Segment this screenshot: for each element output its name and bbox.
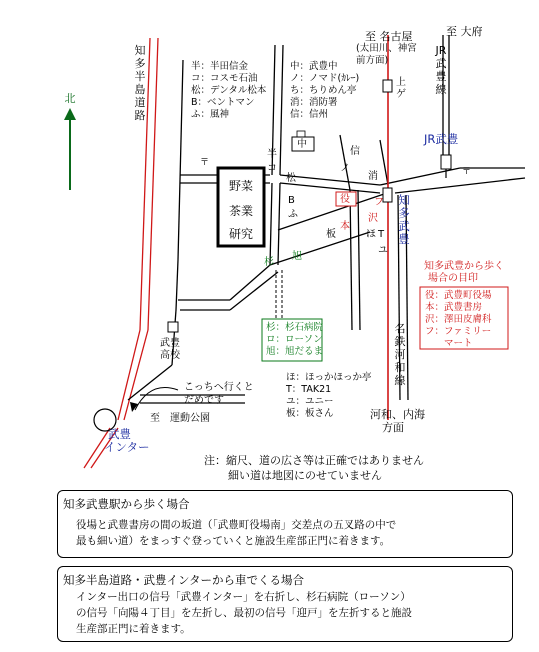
mark-sho: 消 — [368, 171, 378, 182]
facility-line2: 茶業 — [229, 204, 254, 218]
mark-naka: 中 — [297, 139, 307, 150]
mark-ita: 板 — [326, 229, 336, 240]
walk-landmarks-list — [425, 290, 492, 350]
walk-line: 役場と武豊書房の間の坂道（「武豊町役場南」交差点の五叉路の中で — [76, 519, 397, 531]
legend-left — [191, 61, 266, 121]
walk-landmark-item: マート — [425, 338, 473, 349]
legend-mid — [290, 61, 359, 121]
meitetsu-line-label: 名鉄河和線 — [394, 322, 406, 387]
mark-asahi: 旭 — [292, 251, 302, 262]
legend-bottom-item: ユ：ユニー — [286, 396, 334, 407]
mark-sugi: 杉 — [264, 257, 274, 268]
legend-left-item: 半：半田信金 — [191, 61, 249, 72]
car-heading: 知多半島道路・武豊インターから車でくる場合 — [63, 573, 305, 587]
jr-line-label: JR武豊線 — [435, 44, 447, 96]
car-body — [76, 589, 504, 637]
footpath — [276, 270, 282, 318]
legend-green-item: 旭：旭だるま — [266, 346, 324, 357]
mark-fu: ふ — [288, 209, 298, 220]
legend-mid-item: 中：武豊中 — [290, 61, 338, 72]
legend-mid-item: ち：ちりめん亭 — [290, 85, 357, 96]
mark-sawa: 沢 — [368, 213, 378, 224]
walk-landmark-item: フ：ファミリー — [425, 326, 492, 337]
car-line: 生産部正門に着きます。 — [76, 623, 191, 635]
walk-landmarks-title2: 場合の目印 — [428, 273, 478, 284]
kocchi-note2: だめです — [184, 395, 224, 406]
mark-te: T — [378, 229, 385, 240]
mark-kami: 上 — [396, 77, 406, 88]
mark-han: 半 — [267, 149, 277, 160]
chita-taketoyo-station: 知多武豊 — [398, 193, 410, 246]
walk-heading: 知多武豊駅から歩く場合 — [63, 497, 190, 511]
to-kowa-sub: 方面 — [382, 421, 404, 434]
jr-taketoyo-station: JR武豊 — [424, 132, 459, 146]
school-line1: 武豊 — [160, 338, 180, 349]
car-line: インター出口の信号「武豊インター」を右折し、杉石病院（ローソン） — [76, 591, 411, 603]
mark-shin: 信 — [350, 146, 360, 157]
legend-green-item: 杉：杉石病院 — [266, 322, 324, 333]
interchange-label-1: 武豊 — [108, 427, 131, 441]
mark-ge: ゲ — [396, 89, 406, 100]
legend-green — [266, 322, 323, 358]
legend-left-item: B：ベントマン — [191, 97, 255, 108]
interchange-label-2: インター — [104, 440, 150, 454]
legend-left-item: 松：デンタル松本 — [191, 85, 267, 96]
mark-yu: ユ — [378, 245, 388, 256]
north-arrow-icon — [64, 108, 76, 190]
warning-arrow — [135, 388, 178, 411]
mark-matsu: 松 — [286, 173, 296, 184]
kocchi-note: こっちへ行くと — [184, 382, 254, 393]
mark-no: ノ — [340, 163, 350, 174]
school-line2: 高校 — [160, 350, 180, 361]
jr-taketoyo-station-icon — [441, 155, 451, 169]
to-nagoya-sub: (太田川、神宮前方面) — [356, 43, 417, 66]
walk-landmarks-title1: 知多武豊から歩く — [424, 261, 504, 272]
walk-landmark-item: 沢：澤田皮膚科 — [425, 314, 492, 325]
walk-line: 最も細い道）をまっすぐ登っていくと施設生産部正門に着きます。 — [76, 535, 391, 547]
facility-line3: 研究 — [229, 227, 254, 241]
mark-b: B — [288, 195, 295, 206]
legend-bottom-item: ほ：ほっかほっか亭 — [286, 372, 372, 383]
note-line1: 注：縮尺、道の広さ等は正確ではありません — [204, 454, 424, 467]
legend-green-item: ロ：ローソン — [266, 334, 323, 345]
svg-text:〒: 〒 — [462, 167, 472, 177]
chita-taketoyo-station-icon — [383, 188, 392, 202]
legend-bottom — [286, 372, 372, 420]
to-kowa-label: 河和、内海 — [370, 408, 425, 421]
walk-landmark-item: 本：武豊書房 — [425, 302, 483, 313]
to-obu-label: 至 大府 — [446, 25, 483, 38]
legend-left-item: ふ：風神 — [191, 109, 230, 120]
school-icon — [168, 322, 178, 332]
car-line: の信号「向陽４丁目」を左折し、最初の信号「迎戸」を左折すると施設 — [76, 607, 412, 619]
legend-mid-item: 信：信州 — [290, 109, 329, 120]
legend-bottom-item: T：TAK21 — [286, 384, 332, 395]
mark-yaku: 役 — [340, 194, 350, 205]
mark-ho: ほ — [366, 229, 376, 240]
legend-mid-item: 消：消防署 — [290, 97, 338, 108]
car-directions-box — [57, 566, 513, 642]
walk-landmark-item: 役：武豊町役場 — [425, 290, 492, 301]
legend-left-item: コ：コスモ石油 — [191, 73, 258, 84]
mark-ko: コ — [267, 163, 277, 174]
legend-mid-item: ノ：ノマド(ｶﾚｰ) — [290, 73, 360, 84]
walk-directions-box — [57, 490, 513, 558]
north-label: 北 — [64, 92, 76, 105]
chita-road-label: 知多半島道路 — [134, 44, 146, 122]
svg-text:〒: 〒 — [200, 158, 210, 168]
to-nagoya-label: 至 名古屋 — [365, 30, 413, 43]
kami-station-icon — [383, 80, 392, 92]
legend-bottom-item: 板：板さん — [286, 408, 334, 419]
facility-line1: 野菜 — [229, 179, 254, 193]
mark-fu2: フ — [374, 197, 384, 208]
walk-body — [76, 517, 504, 549]
note-line2: 細い道は地図にのせていません — [228, 469, 382, 482]
mark-hon: 本 — [340, 221, 350, 232]
to-sports-park-label: 至 運動公園 — [150, 413, 210, 424]
